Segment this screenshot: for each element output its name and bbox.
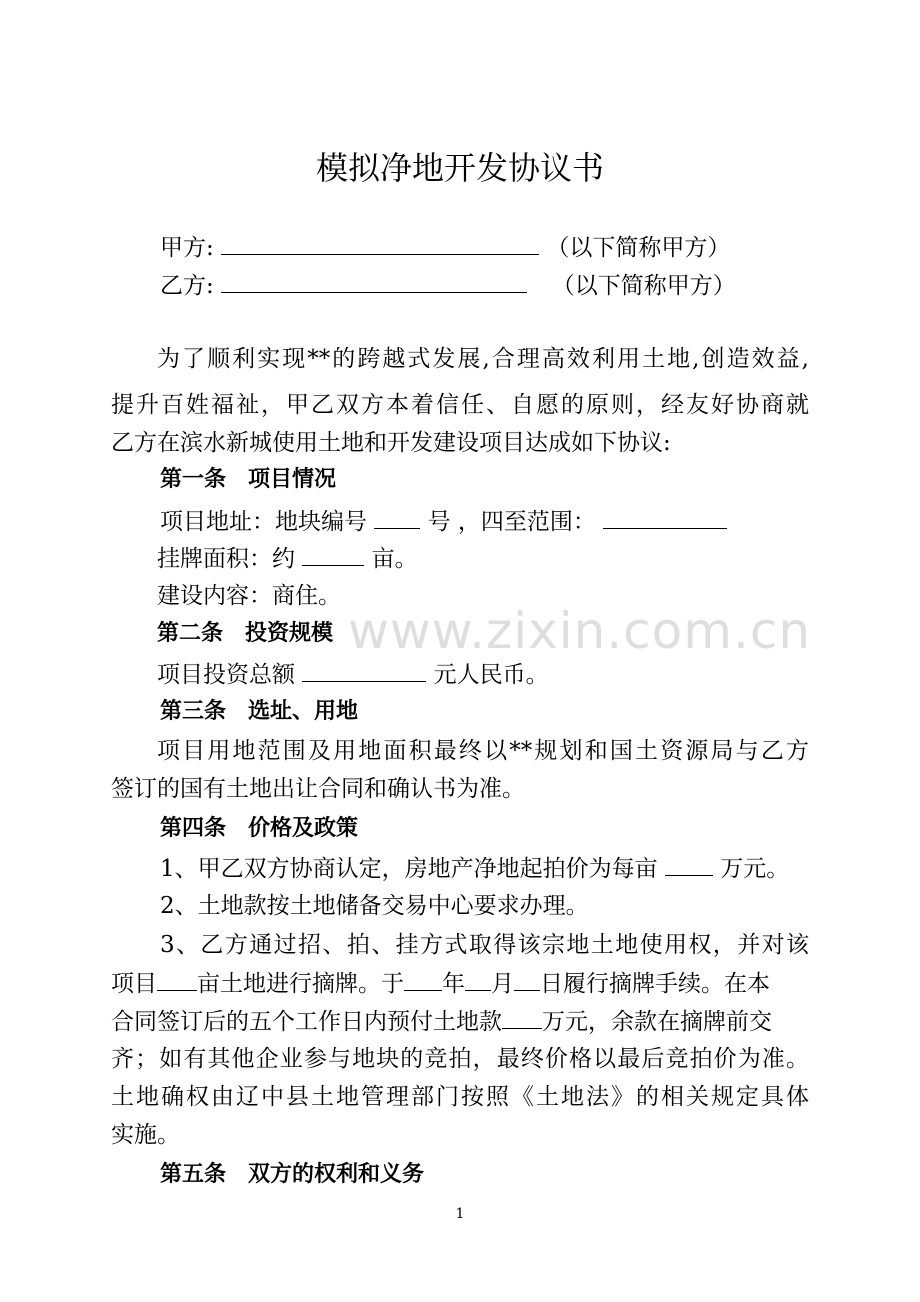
listing-area-blank[interactable] (302, 543, 364, 566)
price-item-3-line-5: 土地确权由辽中县土地管理部门按照《土地法》的相关规定具体 (111, 1084, 809, 1110)
price-item-3-line-3 (111, 1006, 772, 1037)
party-a-blank[interactable] (221, 232, 539, 255)
year-blank[interactable] (404, 968, 442, 991)
intro-line-2: 提升百姓福祉，甲乙双方本着信任、自愿的原则，经友好协商就 (111, 392, 809, 418)
investment-blank[interactable] (302, 659, 426, 682)
article-3-line-1: 项目用地范围及用地面积最终以**规划和国土资源局与乙方 (157, 738, 809, 764)
item3-text-a: 项目 (111, 971, 157, 997)
intro-line-1: 为了顺利实现**的跨越式发展,合理高效利用土地,创造效益, (157, 346, 809, 372)
listing-area-line (157, 543, 418, 574)
price-item-2: 2、土地款按土地储备交易中心要求办理。 (160, 893, 589, 919)
article-3-line-2: 签订的国有土地出让合同和确认书为准。 (111, 776, 525, 802)
listing-area-label: 挂牌面积：约 (157, 546, 295, 572)
party-b-label: 乙方: (160, 273, 214, 299)
article-2-heading: 第二条 投资规模 (157, 621, 334, 646)
item3-prepay-label: 合同签订后的五个工作日内预付土地款 (111, 1009, 502, 1035)
article-4-heading: 第四条 价格及政策 (160, 816, 359, 841)
party-b-suffix: （以下简称甲方） (551, 273, 736, 299)
prepay-amount-blank[interactable] (502, 1006, 542, 1029)
boundary-blank[interactable] (603, 506, 727, 529)
listing-area-unit: 亩。 (371, 546, 418, 572)
delist-area-blank[interactable] (157, 968, 197, 991)
price-item-3-line-1: 3、乙方通过招、拍、挂方式取得该宗地土地使用权，并对该 (160, 932, 809, 958)
item3-text-b: 亩土地进行摘牌。于 (197, 971, 404, 997)
party-a-suffix: （以下简称甲方） (546, 235, 731, 261)
party-b-line (160, 270, 736, 301)
price-item-1-label: 1、甲乙双方协商认定，房地产净地起拍价为每亩 (160, 856, 658, 882)
article-3-heading: 第三条 选址、用地 (160, 699, 359, 724)
party-b-blank[interactable] (221, 270, 527, 293)
plot-number-blank[interactable] (374, 506, 420, 529)
item3-text-e: 日履行摘牌手续。在本 (540, 971, 770, 997)
item3-prepay-rest: 万元，余款在摘牌前交 (542, 1009, 772, 1035)
article-1-heading: 第一条 项目情况 (160, 467, 337, 492)
watermark: www.zixin.com.cn (348, 602, 812, 660)
construction-content: 建设内容：商住。 (157, 583, 341, 609)
start-price-blank[interactable] (665, 853, 713, 876)
price-item-3-line-6: 实施。 (111, 1122, 180, 1148)
intro-line-3: 乙方在滨水新城使用土地和开发建设项目达成如下协议: (111, 430, 671, 456)
document-title: 模拟净地开发协议书 (315, 149, 604, 187)
investment-line (157, 659, 549, 690)
page-number: 1 (455, 1206, 465, 1222)
article-5-heading: 第五条 双方的权利和义务 (160, 1162, 425, 1187)
month-blank[interactable] (465, 968, 491, 991)
item3-text-d: 月 (491, 971, 514, 997)
price-item-3-line-2 (111, 968, 770, 999)
project-address-range-label: 号 ，四至范围： (427, 509, 596, 535)
investment-unit: 元人民币。 (433, 662, 549, 688)
party-a-line (160, 232, 730, 263)
price-item-1-unit: 万元。 (720, 856, 790, 882)
party-a-label: 甲方: (160, 235, 214, 261)
investment-label: 项目投资总额 (157, 662, 295, 688)
project-address-line (160, 506, 727, 537)
price-item-3-line-4: 齐；如有其他企业参与地块的竞拍，最终价格以最后竞拍价为准。 (111, 1046, 809, 1072)
item3-text-c: 年 (442, 971, 465, 997)
day-blank[interactable] (514, 968, 540, 991)
price-item-1 (160, 853, 789, 884)
project-address-label: 项目地址：地块编号 (160, 509, 367, 535)
